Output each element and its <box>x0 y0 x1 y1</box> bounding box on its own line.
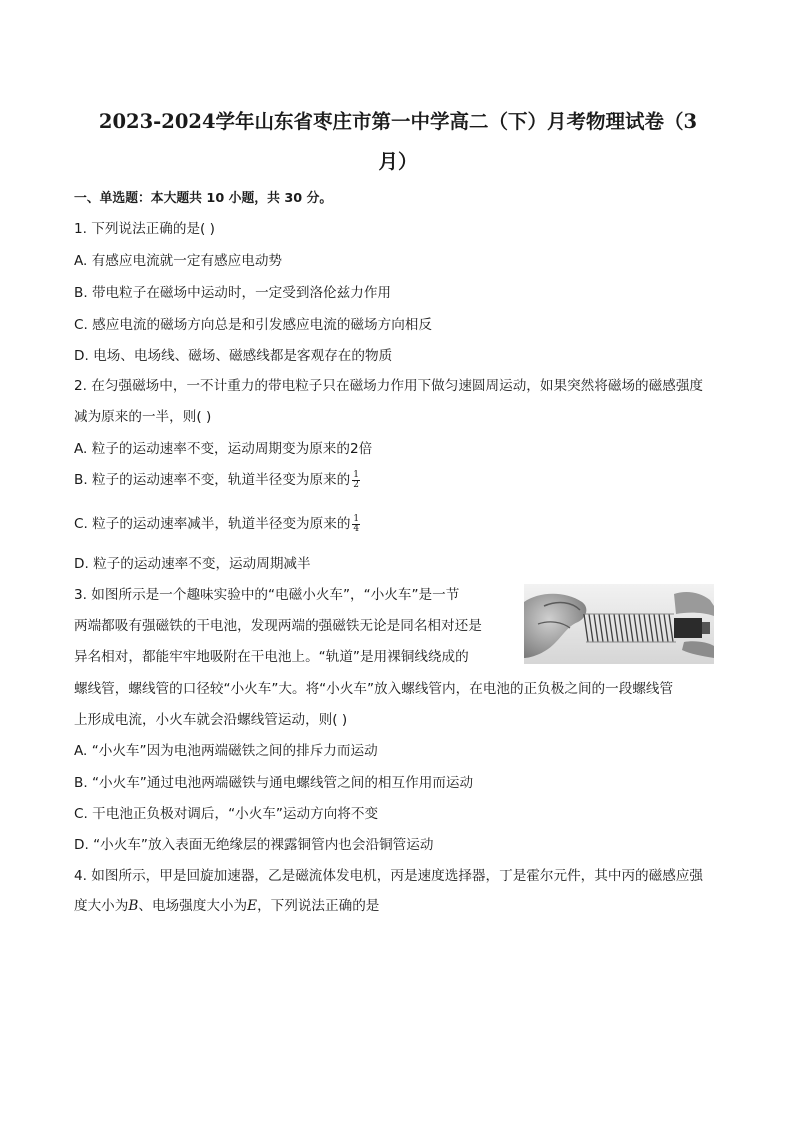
variable-b: B <box>128 898 139 914</box>
option-b: B. 带电粒子在磁场中运动时，一定受到洛伦兹力作用 <box>74 285 392 301</box>
fraction-numerator: 1 <box>353 513 360 524</box>
option-b: B. “小火车”通过电池两端磁铁与通电螺线管之间的相互作用而运动 <box>74 775 474 791</box>
stem-text: 、电场强度大小为 <box>138 898 248 914</box>
question-stem-line-3: 异名相对，都能牢牢地吸附在干电池上。“轨道”是用裸铜线绕成的 <box>74 649 469 665</box>
stem-text: ，下列说法正确的是 <box>257 898 380 914</box>
option-b-text: B. 粒子的运动速率不变，轨道半径变为原来的 <box>74 472 351 488</box>
option-d: D. 粒子的运动速率不变，运动周期减半 <box>74 556 311 572</box>
section-heading: 一、单选题：本大题共 10 小题，共 30 分。 <box>74 191 333 206</box>
question-stem-line-2: 减为原来的一半，则( ) <box>74 409 212 425</box>
question-stem-line-5: 上形成电流，小火车就会沿螺线管运动，则( ) <box>74 712 348 728</box>
question-stem-line-2: 两端都吸有强磁铁的干电池，发现两端的强磁铁无论是同名相对还是 <box>74 618 482 634</box>
option-a: A. 粒子的运动速率不变，运动周期变为原来的2倍 <box>74 441 373 457</box>
question-stem: 1. 下列说法正确的是( ) <box>74 221 215 237</box>
title-line-1: 2023-2024学年山东省枣庄市第一中学高二（下）月考物理试卷（3 <box>98 110 698 133</box>
title-line-2: 月） <box>378 150 418 173</box>
option-d: D. “小火车”放入表面无绝缘层的裸露铜管内也会沿铜管运动 <box>74 837 434 853</box>
fraction-denominator: 2 <box>353 479 359 490</box>
option-a: A. “小火车”因为电池两端磁铁之间的排斥力而运动 <box>74 743 378 759</box>
option-c-text: C. 粒子的运动速率减半，轨道半径变为原来的 <box>74 516 351 532</box>
option-d: D. 电场、电场线、磁场、磁感线都是客观存在的物质 <box>74 348 393 364</box>
option-b <box>74 468 360 490</box>
question-stem-line-1: 3. 如图所示是一个趣味实验中的“电磁小火车”，“小火车”是一节 <box>74 587 460 603</box>
question-stem-line-1: 4. 如图所示，甲是回旋加速器，乙是磁流体发电机，丙是速度选择器，丁是霍尔元件，其中丙的磁感应强 <box>74 868 704 884</box>
stem-text: 度大小为 <box>74 898 129 914</box>
variable-e: E <box>247 898 258 914</box>
electromagnetic-train-photo <box>524 584 714 664</box>
fraction-one-half <box>352 471 360 490</box>
question-stem-line-2 <box>74 894 379 914</box>
fraction-numerator: 1 <box>353 469 359 480</box>
option-c: C. 感应电流的磁场方向总是和引发感应电流的磁场方向相反 <box>74 317 432 333</box>
option-c <box>74 512 360 534</box>
question-stem-line-4: 螺线管，螺线管的口径较“小火车”大。将“小火车”放入螺线管内，在电池的正负极之间的一段螺线管 <box>74 681 674 697</box>
option-a: A. 有感应电流就一定有感应电动势 <box>74 253 283 269</box>
fraction-denominator: 4 <box>353 523 360 534</box>
fraction-one-quarter <box>352 515 360 534</box>
question-stem-line-1: 2. 在匀强磁场中，一不计重力的带电粒子只在磁场力作用下做匀速圆周运动，如果突然将磁场的磁感强度 <box>74 378 704 394</box>
option-c: C. 干电池正负极对调后，“小火车”运动方向将不变 <box>74 806 379 822</box>
